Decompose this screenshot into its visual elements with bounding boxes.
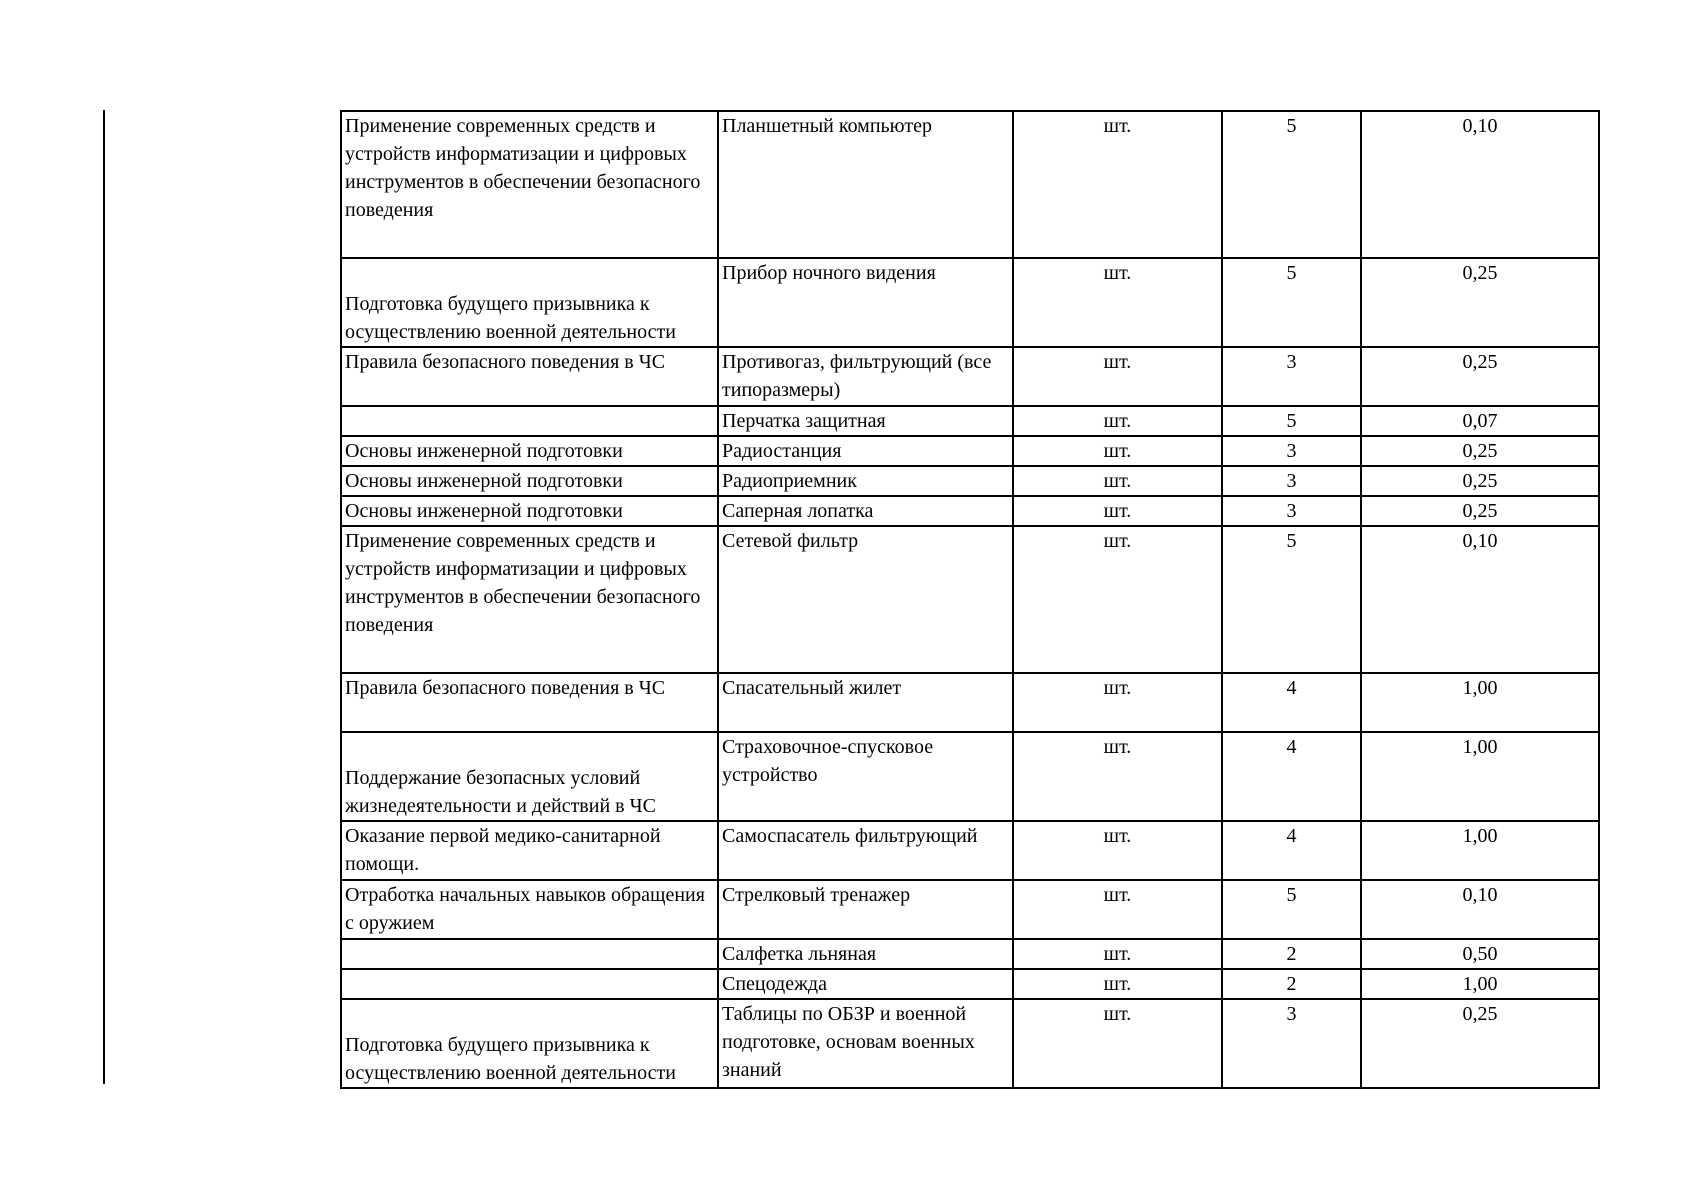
item-cell: Страховочное-спусковое устройство	[718, 732, 1013, 821]
section-cell: Применение современных средств и устройств информатизации и цифровых инструментов в обеспечении безопасного поведения	[341, 111, 718, 258]
table-row	[341, 496, 1599, 526]
section-cell: Оказание первой медико-санитарной помощи.	[341, 821, 718, 880]
coefficient-cell: 0,25	[1361, 436, 1599, 466]
unit-cell: шт.	[1013, 673, 1222, 732]
coefficient-cell: 1,00	[1361, 969, 1599, 999]
quantity-cell: 5	[1222, 406, 1361, 436]
section-cell: Подготовка будущего призывника к осуществлению военной деятельности	[341, 258, 718, 347]
table-row	[341, 821, 1599, 880]
quantity-cell: 4	[1222, 821, 1361, 880]
table-row	[341, 436, 1599, 466]
quantity-cell: 3	[1222, 436, 1361, 466]
section-cell	[341, 939, 718, 969]
unit-cell: шт.	[1013, 111, 1222, 258]
quantity-cell: 5	[1222, 880, 1361, 939]
item-cell: Прибор ночного видения	[718, 258, 1013, 347]
quantity-cell: 3	[1222, 496, 1361, 526]
quantity-cell: 3	[1222, 466, 1361, 496]
coefficient-cell: 0,25	[1361, 496, 1599, 526]
item-cell: Радиоприемник	[718, 466, 1013, 496]
unit-cell: шт.	[1013, 406, 1222, 436]
table-row	[341, 732, 1599, 821]
equipment-table	[340, 110, 1600, 1089]
section-cell: Основы инженерной подготовки	[341, 436, 718, 466]
item-cell: Таблицы по ОБЗР и военной подготовке, основам военных знаний	[718, 999, 1013, 1088]
quantity-cell: 5	[1222, 258, 1361, 347]
section-cell: Отработка начальных навыков обращения с оружием	[341, 880, 718, 939]
coefficient-cell: 0,50	[1361, 939, 1599, 969]
section-cell: Основы инженерной подготовки	[341, 496, 718, 526]
unit-cell: шт.	[1013, 821, 1222, 880]
unit-cell: шт.	[1013, 436, 1222, 466]
unit-cell: шт.	[1013, 939, 1222, 969]
table-row	[341, 526, 1599, 673]
section-cell	[341, 406, 718, 436]
coefficient-cell: 1,00	[1361, 732, 1599, 821]
table-row	[341, 939, 1599, 969]
table-row	[341, 258, 1599, 347]
item-cell: Радиостанция	[718, 436, 1013, 466]
table-row	[341, 466, 1599, 496]
table-row	[341, 406, 1599, 436]
quantity-cell: 5	[1222, 526, 1361, 673]
table-row	[341, 969, 1599, 999]
item-cell: Перчатка защитная	[718, 406, 1013, 436]
coefficient-cell: 0,10	[1361, 526, 1599, 673]
unit-cell: шт.	[1013, 496, 1222, 526]
unit-cell: шт.	[1013, 526, 1222, 673]
section-cell	[341, 969, 718, 999]
coefficient-cell: 0,25	[1361, 466, 1599, 496]
unit-cell: шт.	[1013, 999, 1222, 1088]
coefficient-cell: 0,25	[1361, 258, 1599, 347]
item-cell: Саперная лопатка	[718, 496, 1013, 526]
section-cell: Правила безопасного поведения в ЧС	[341, 347, 718, 406]
item-cell: Самоспасатель фильтрующий	[718, 821, 1013, 880]
table-row	[341, 999, 1599, 1088]
section-cell: Подготовка будущего призывника к осуществлению военной деятельности	[341, 999, 718, 1088]
coefficient-cell: 0,10	[1361, 880, 1599, 939]
quantity-cell: 3	[1222, 999, 1361, 1088]
quantity-cell: 3	[1222, 347, 1361, 406]
unit-cell: шт.	[1013, 347, 1222, 406]
table-row	[341, 673, 1599, 732]
item-cell: Спецодежда	[718, 969, 1013, 999]
quantity-cell: 4	[1222, 673, 1361, 732]
item-cell: Сетевой фильтр	[718, 526, 1013, 673]
item-cell: Противогаз, фильтрующий (все типоразмеры)	[718, 347, 1013, 406]
coefficient-cell: 0,25	[1361, 999, 1599, 1088]
table-row	[341, 880, 1599, 939]
section-cell: Основы инженерной подготовки	[341, 466, 718, 496]
page-margin-line	[103, 110, 105, 1084]
unit-cell: шт.	[1013, 466, 1222, 496]
coefficient-cell: 0,10	[1361, 111, 1599, 258]
section-cell: Применение современных средств и устройств информатизации и цифровых инструментов в обеспечении безопасного поведения	[341, 526, 718, 673]
coefficient-cell: 0,25	[1361, 347, 1599, 406]
unit-cell: шт.	[1013, 732, 1222, 821]
coefficient-cell: 0,07	[1361, 406, 1599, 436]
quantity-cell: 2	[1222, 969, 1361, 999]
unit-cell: шт.	[1013, 880, 1222, 939]
item-cell: Спасательный жилет	[718, 673, 1013, 732]
quantity-cell: 5	[1222, 111, 1361, 258]
item-cell: Планшетный компьютер	[718, 111, 1013, 258]
item-cell: Салфетка льняная	[718, 939, 1013, 969]
coefficient-cell: 1,00	[1361, 673, 1599, 732]
quantity-cell: 4	[1222, 732, 1361, 821]
coefficient-cell: 1,00	[1361, 821, 1599, 880]
table-row	[341, 111, 1599, 258]
unit-cell: шт.	[1013, 258, 1222, 347]
table-row	[341, 347, 1599, 406]
item-cell: Стрелковый тренажер	[718, 880, 1013, 939]
section-cell: Правила безопасного поведения в ЧС	[341, 673, 718, 732]
unit-cell: шт.	[1013, 969, 1222, 999]
quantity-cell: 2	[1222, 939, 1361, 969]
section-cell: Поддержание безопасных условий жизнедеятельности и действий в ЧС	[341, 732, 718, 821]
